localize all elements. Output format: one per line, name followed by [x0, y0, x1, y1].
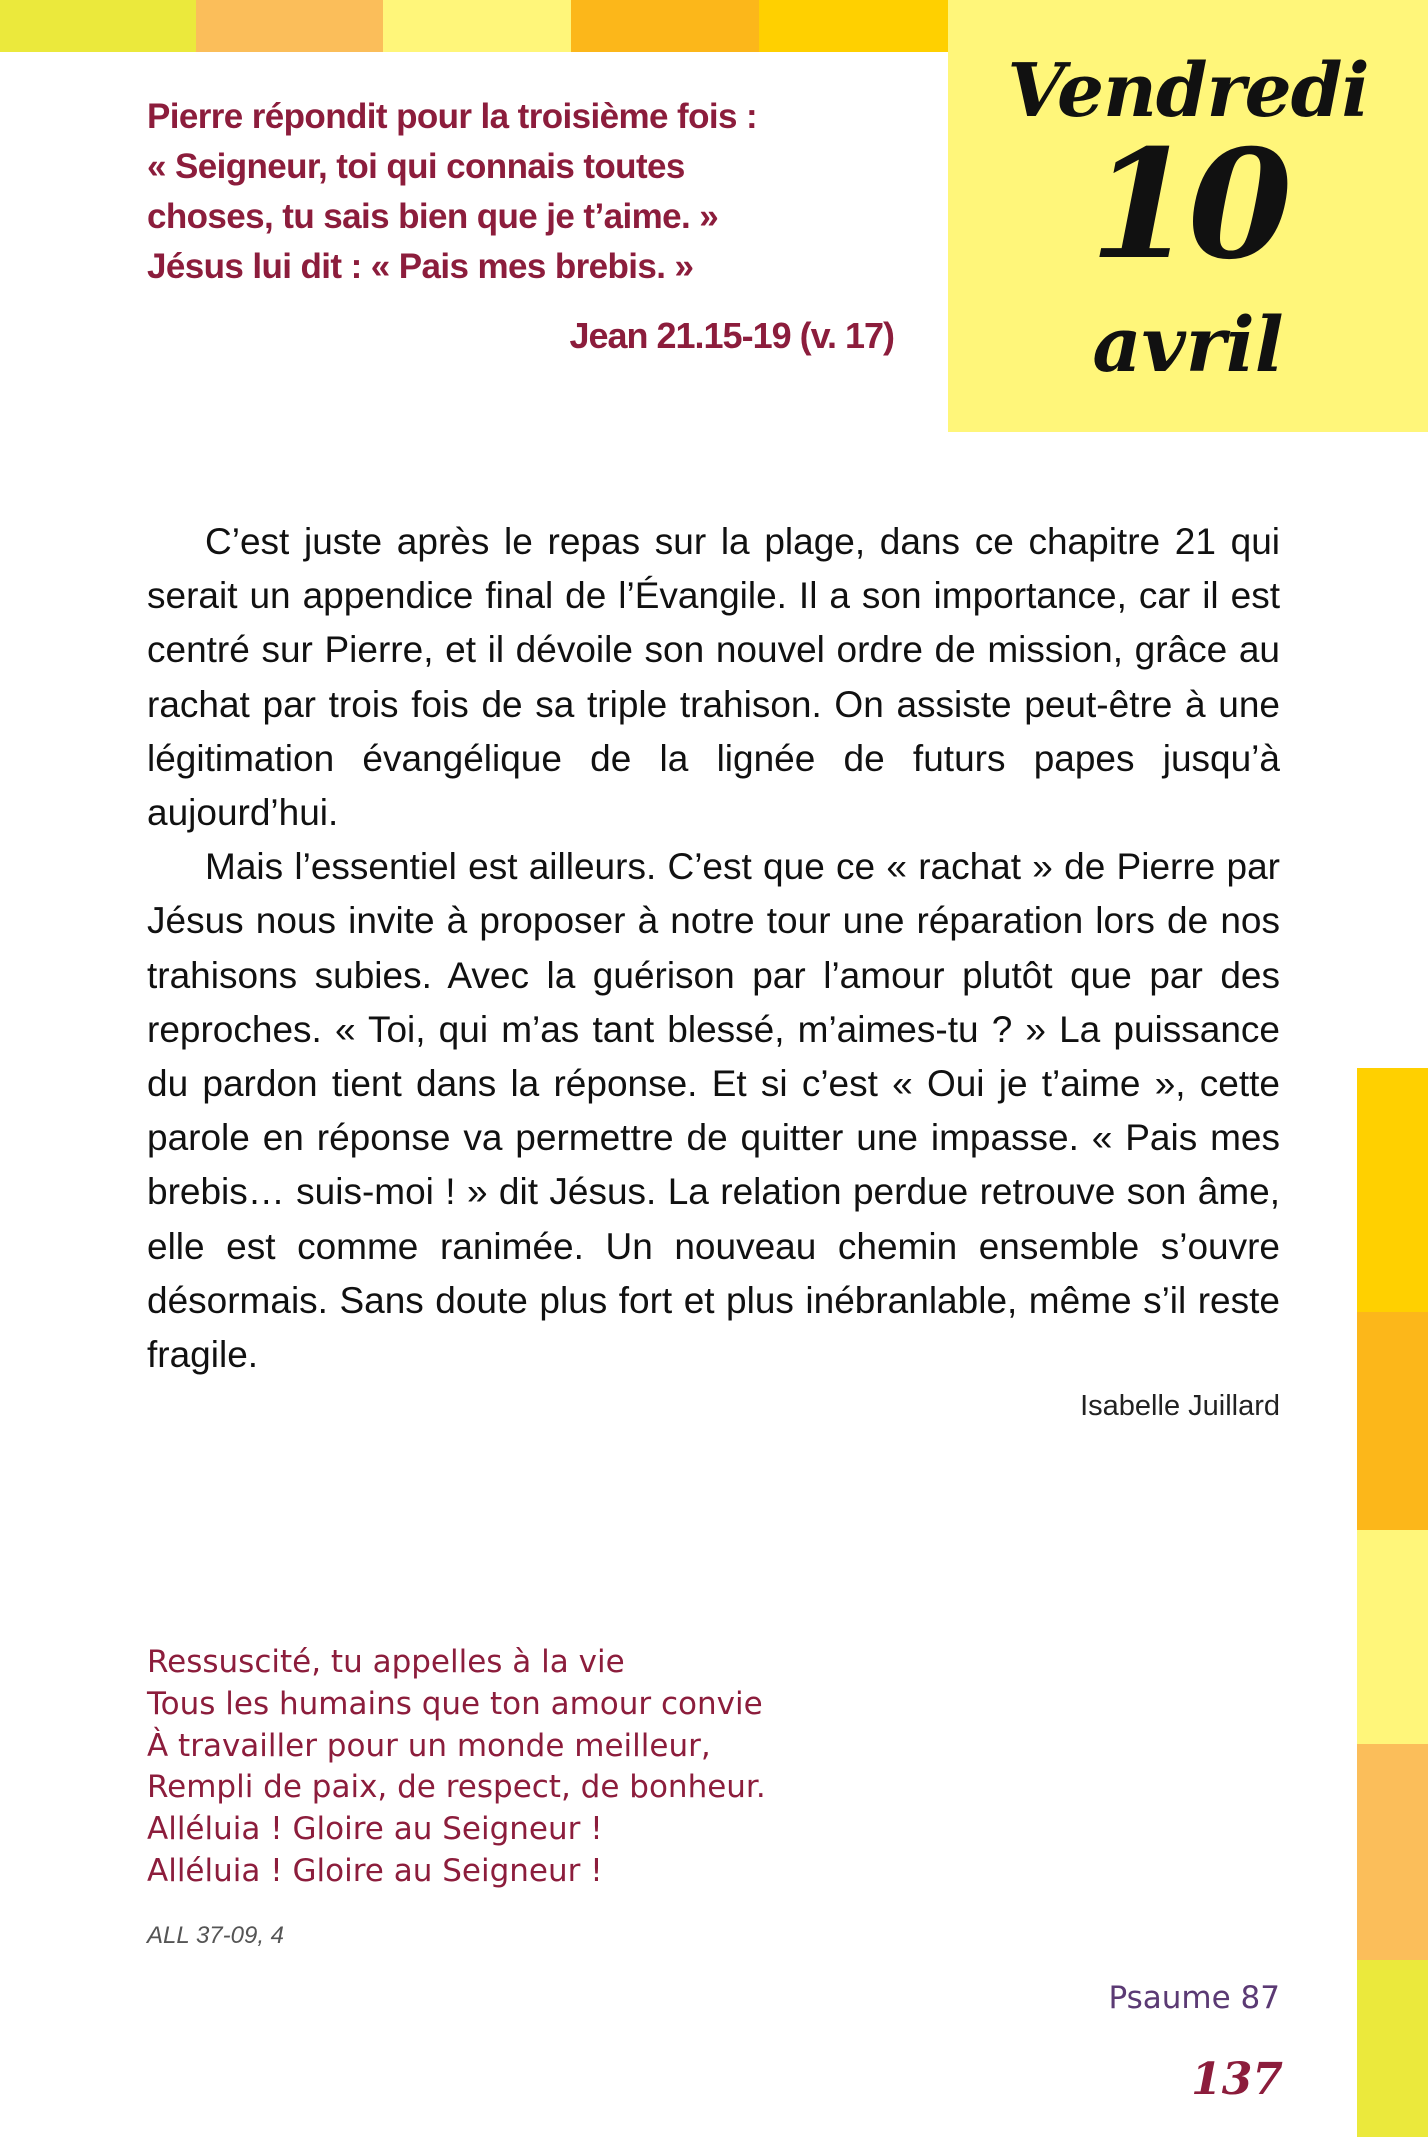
meditation-paragraph: Mais l’essentiel est ailleurs. C’est que ce « rachat » de Pierre par Jésus nous invite à proposer à notre tour une réparation lors de nos trahisons subies. Avec la guérison par l’amour plutôt que par des reproches. « Toi, qui m’as tant blessé, m’aimes-tu ? » La puissance du pardon tient dans la réponse. Et si c’est « Oui je t’aime », cette parole en réponse va permettre de quitter une impasse. « Pais mes brebis… suis-moi ! » dit Jésus. La relation perdue retrouve son âme, elle est comme ranimée. Un nouveau chemin ensemble s’ouvre désormais. Sans doute plus fort et plus inébranlable, même s’il reste fragile.	[147, 846, 1280, 1376]
top-color-band	[0, 0, 948, 52]
date-box	[948, 0, 1428, 432]
verse-line: Pierre répondit pour la troisième fois :	[147, 97, 758, 136]
verse-line: « Seigneur, toi qui connais toutes	[147, 147, 685, 186]
verse-line: Jésus lui dit : « Pais mes brebis. »	[147, 247, 694, 286]
side-band-segment	[1357, 1530, 1428, 1744]
hymn-line: Alléluia ! Gloire au Seigneur !	[147, 1811, 603, 1848]
top-band-segment	[196, 0, 383, 52]
side-band-segment	[1357, 1068, 1428, 1312]
top-band-segment	[0, 0, 196, 52]
bible-verse	[147, 92, 917, 292]
side-color-band	[1357, 1068, 1428, 2137]
top-band-segment	[383, 0, 571, 52]
top-band-segment	[571, 0, 759, 52]
side-band-segment	[1357, 1960, 1428, 2137]
hymn-line: Tous les humains que ton amour convie	[147, 1685, 763, 1722]
page-number: 137	[1191, 2054, 1283, 2105]
top-band-segment	[759, 0, 948, 52]
verse-reference: Jean 21.15-19 (v. 17)	[569, 315, 894, 356]
hymn	[147, 1642, 1047, 1893]
verse-line: choses, tu sais bien que je t’aime. »	[147, 197, 719, 236]
meditation-text	[147, 515, 1280, 1382]
hymn-line: Alléluia ! Gloire au Seigneur !	[147, 1852, 603, 1889]
hymn-line: Ressuscité, tu appelles à la vie	[147, 1644, 625, 1680]
meditation-paragraph: C’est juste après le repas sur la plage, dans ce chapitre 21 qui serait un appendice final de l’Évangile. Il a son importance, car il est centré sur Pierre, et il dévoile son nouvel ordre de mission, grâce au rachat par trois fois de sa triple trahison. On assiste peut-être à une légitimation évangélique de la lignée de futurs papes jusqu’à aujourd’hui.	[147, 521, 1280, 834]
side-band-segment	[1357, 1312, 1428, 1530]
hymn-line: À travailler pour un monde meilleur,	[147, 1727, 711, 1764]
hymn-reference: ALL 37-09, 4	[147, 1922, 285, 1949]
psalm-reference: Psaume 87	[1108, 1980, 1280, 2016]
day-number: 10	[1089, 117, 1287, 293]
month: avril	[1092, 300, 1284, 389]
weekday: Vendredi	[1007, 48, 1369, 134]
hymn-line: Rempli de paix, de respect, de bonheur.	[147, 1769, 766, 1806]
author-name: Isabelle Juillard	[1080, 1390, 1280, 1422]
side-band-segment	[1357, 1744, 1428, 1960]
